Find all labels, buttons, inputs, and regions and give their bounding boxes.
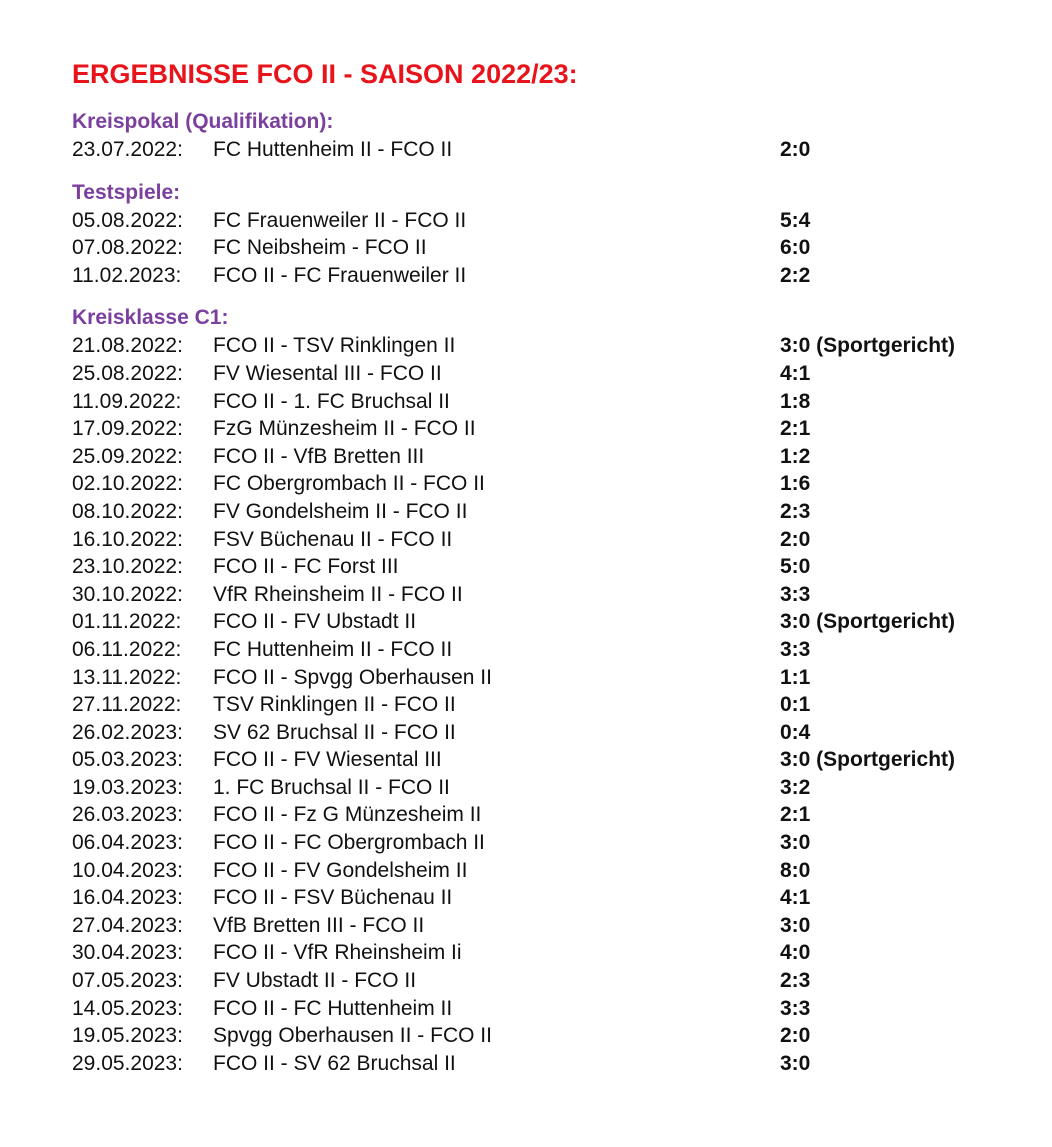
match-date: 26.03.2023:: [72, 803, 183, 827]
match-pairing: FV Ubstadt II - FCO II: [213, 969, 417, 993]
section-heading: Kreisklasse C1:: [72, 306, 229, 330]
match-result: 1:1: [780, 665, 811, 689]
match-row: [72, 636, 1012, 664]
match-pairing: FCO II - FC Frauenweiler II: [213, 263, 467, 287]
match-row: [72, 415, 1012, 443]
match-row: [72, 553, 1012, 581]
match-row: [72, 526, 1012, 554]
match-date: 19.03.2023:: [72, 775, 183, 799]
match-pairing: FCO II - FC Forst III: [213, 555, 399, 579]
match-date: 06.11.2022:: [72, 637, 182, 661]
match-pairing: FzG Münzesheim II - FCO II: [213, 417, 476, 441]
match-pairing: FCO II - TSV Rinklingen II: [213, 334, 456, 358]
match-row: [72, 801, 1012, 829]
match-date: 30.04.2023:: [72, 941, 183, 965]
match-row: [72, 1022, 1012, 1050]
match-date: 14.05.2023:: [72, 996, 183, 1020]
match-result: 3:0: [780, 831, 811, 855]
match-result: 3:2: [780, 775, 811, 799]
match-result: 3:0 (Sportgericht): [780, 610, 956, 634]
match-row: [72, 664, 1012, 692]
match-pairing: FSV Büchenau II - FCO II: [213, 527, 453, 551]
match-row: [72, 1050, 1012, 1078]
match-result: 2:0: [780, 1024, 811, 1048]
match-pairing: FCO II - SV 62 Bruchsal II: [213, 1051, 456, 1075]
match-result: 4:1: [780, 886, 811, 910]
match-pairing: VfB Bretten III - FCO II: [213, 913, 425, 937]
match-result: 1:8: [780, 389, 811, 413]
match-pairing: FCO II - FV Ubstadt II: [213, 610, 417, 634]
match-row: [72, 608, 1012, 636]
match-pairing: FCO II - FV Wiesental III: [213, 748, 442, 772]
section: [72, 108, 1012, 164]
match-result: 3:3: [780, 637, 811, 661]
match-date: 11.09.2022:: [72, 389, 182, 413]
match-pairing: FV Gondelsheim II - FCO II: [213, 499, 468, 523]
match-pairing: FC Neibsheim - FCO II: [213, 236, 427, 260]
match-result: 0:1: [780, 693, 811, 717]
match-row: [72, 262, 1012, 290]
match-row: [72, 691, 1012, 719]
match-pairing: TSV Rinklingen II - FCO II: [213, 693, 456, 717]
match-date: 11.02.2023:: [72, 263, 182, 287]
match-result: 3:0 (Sportgericht): [780, 334, 956, 358]
match-result: 4:0: [780, 941, 811, 965]
match-date: 27.04.2023:: [72, 913, 183, 937]
match-date: 25.08.2022:: [72, 361, 183, 385]
match-date: 30.10.2022:: [72, 582, 183, 606]
match-date: 19.05.2023:: [72, 1024, 183, 1048]
match-pairing: SV 62 Bruchsal II - FCO II: [213, 720, 456, 744]
match-pairing: FCO II - Fz G Münzesheim II: [213, 803, 482, 827]
match-date: 08.10.2022:: [72, 499, 183, 523]
match-date: 06.04.2023:: [72, 831, 183, 855]
match-pairing: VfR Rheinsheim II - FCO II: [213, 582, 463, 606]
match-row: [72, 719, 1012, 747]
match-date: 07.08.2022:: [72, 236, 183, 260]
match-pairing: FC Huttenheim II - FCO II: [213, 138, 453, 161]
match-result: 2:1: [780, 803, 811, 827]
match-row: [72, 746, 1012, 774]
match-pairing: FC Obergrombach II - FCO II: [213, 472, 485, 496]
match-date: 05.03.2023:: [72, 748, 183, 772]
match-pairing: FC Frauenweiler II - FCO II: [213, 208, 467, 232]
match-row: [72, 360, 1012, 388]
match-date: 07.05.2023:: [72, 969, 183, 993]
match-pairing: FCO II - FV Gondelsheim II: [213, 858, 468, 882]
match-date: 23.07.2022:: [72, 138, 183, 161]
match-result: 5:4: [780, 208, 811, 232]
match-date: 26.02.2023:: [72, 720, 183, 744]
match-row: [72, 912, 1012, 940]
match-row: [72, 884, 1012, 912]
section: [72, 179, 1012, 290]
match-pairing: FCO II - VfB Bretten III: [213, 444, 425, 468]
match-result: 1:6: [780, 472, 811, 496]
match-result: 1:2: [780, 444, 811, 468]
match-date: 16.10.2022:: [72, 527, 183, 551]
sections-container: [72, 108, 1012, 1077]
match-result: 3:3: [780, 582, 811, 606]
match-date: 17.09.2022:: [72, 417, 183, 441]
match-row: [72, 470, 1012, 498]
match-result: 0:4: [780, 720, 811, 744]
match-result: 3:0: [780, 1051, 811, 1075]
match-date: 05.08.2022:: [72, 208, 183, 232]
match-result: 3:3: [780, 996, 811, 1020]
match-pairing: FCO II - VfR Rheinsheim Ii: [213, 941, 462, 965]
match-row: [72, 332, 1012, 360]
match-date: 10.04.2023:: [72, 858, 183, 882]
match-result: 5:0: [780, 555, 811, 579]
match-pairing: FCO II - FSV Büchenau II: [213, 886, 453, 910]
match-date: 16.04.2023:: [72, 886, 183, 910]
match-result: 2:0: [780, 138, 811, 161]
match-row: [72, 581, 1012, 609]
match-pairing: FCO II - 1. FC Bruchsal II: [213, 389, 450, 413]
match-date: 21.08.2022:: [72, 334, 183, 358]
match-row: [72, 967, 1012, 995]
match-row: [72, 207, 1012, 235]
match-pairing: FC Huttenheim II - FCO II: [213, 637, 453, 661]
match-pairing: FV Wiesental III - FCO II: [213, 361, 442, 385]
match-pairing: FCO II - Spvgg Oberhausen II: [213, 665, 492, 689]
match-result: 2:3: [780, 969, 811, 993]
match-date: 02.10.2022:: [72, 472, 183, 496]
section: [72, 304, 1012, 1077]
match-row: [72, 443, 1012, 471]
document-title: ERGEBNISSE FCO II - SAISON 2022/23:: [72, 59, 578, 89]
match-result: 6:0: [780, 236, 811, 260]
match-pairing: FCO II - FC Huttenheim II: [213, 996, 453, 1020]
match-result: 4:1: [780, 361, 811, 385]
match-row: [72, 136, 1012, 164]
match-row: [72, 939, 1012, 967]
match-result: 3:0: [780, 913, 811, 937]
match-row: [72, 234, 1012, 262]
match-result: 2:3: [780, 499, 811, 523]
match-result: 3:0 (Sportgericht): [780, 748, 956, 772]
match-pairing: Spvgg Oberhausen II - FCO II: [213, 1024, 492, 1048]
match-row: [72, 829, 1012, 857]
match-date: 01.11.2022:: [72, 610, 182, 634]
match-date: 23.10.2022:: [72, 555, 183, 579]
section-heading: Kreispokal (Qualifikation):: [72, 110, 334, 133]
match-date: 13.11.2022:: [72, 665, 182, 689]
match-pairing: FCO II - FC Obergrombach II: [213, 831, 485, 855]
match-date: 29.05.2023:: [72, 1051, 183, 1075]
match-row: [72, 774, 1012, 802]
match-row: [72, 388, 1012, 416]
match-row: [72, 498, 1012, 526]
match-date: 25.09.2022:: [72, 444, 183, 468]
match-result: 2:0: [780, 527, 811, 551]
match-result: 8:0: [780, 858, 811, 882]
results-document: [72, 56, 1012, 1092]
match-result: 2:2: [780, 263, 811, 287]
match-pairing: 1. FC Bruchsal II - FCO II: [213, 775, 450, 799]
match-result: 2:1: [780, 417, 811, 441]
match-date: 27.11.2022:: [72, 693, 182, 717]
section-heading: Testspiele:: [72, 180, 181, 204]
match-row: [72, 857, 1012, 885]
match-row: [72, 995, 1012, 1023]
